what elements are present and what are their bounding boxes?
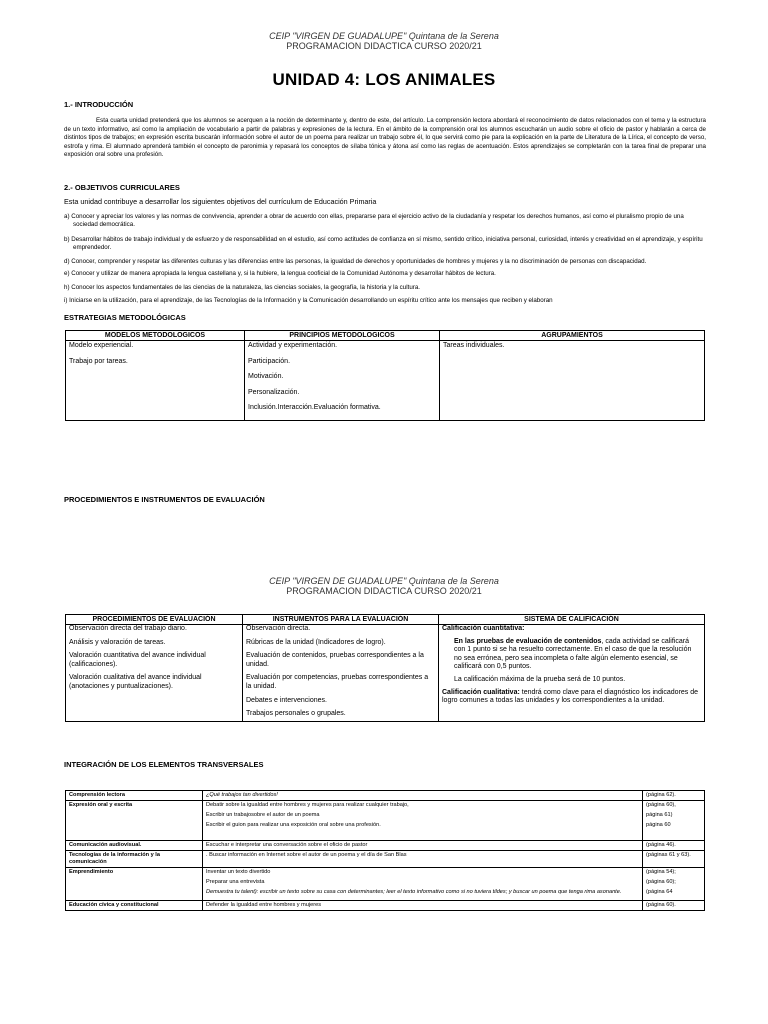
grading-quant-label: Calificación cuantitativa: <box>442 625 525 632</box>
school-name: CEIP "VIRGEN DE GUADALUPE" Quintana de la Serena <box>269 576 499 586</box>
list-item: Trabajo por tareas. <box>69 357 128 365</box>
program-name: PROGRAMACION DIDACTICA CURSO 2020/21 <box>286 41 482 51</box>
objective-item: a) Conocer y apreciar los valores y las normas de convivencia, aprender a obrar de acuerdo con ellas, prepararse para el ejercicio activo de la ciudadanía y respetar los derechos humanos, así como el pluralismo propio de una sociedad democrática. <box>64 213 684 228</box>
school-name: CEIP "VIRGEN DE GUADALUPE" Quintana de la Serena <box>269 31 499 41</box>
table-row <box>66 791 705 801</box>
list-item: Observación directa. <box>246 625 311 632</box>
column-header: PRINCIPIOS METODOLOGICOS <box>245 331 440 341</box>
transversal-table <box>65 790 705 911</box>
list-item: Evaluación por competencias, pruebas correspondientes a la unidad. <box>246 674 429 690</box>
table-row <box>66 341 705 421</box>
list-item: Valoración cuantitativa del avance individual (calificaciones). <box>69 652 206 668</box>
column-header: PROCEDIMIENTOS DE EVALUACIÓN <box>66 615 243 625</box>
column-header: AGRUPAMIENTOS <box>440 331 705 341</box>
list-item: Trabajos personales o grupales. <box>246 710 346 718</box>
row-key: Comunicación audiovisual. <box>66 841 203 851</box>
column-header: MODELOS METODOLOGICOS <box>66 331 245 341</box>
row-items: Defender la igualdad entre hombres y mujeres <box>203 901 643 911</box>
objective-item: i) Iniciarse en la utilización, para el aprendizaje, de las Tecnologías de la Información y la Comunicación desarrollando un espíritu crítico ante los mensajes que reciben y elaboran <box>64 297 553 304</box>
objective-item: b) Desarrollar hábitos de trabajo individual y de esfuerzo y de responsabilidad en el estudio, así como actitudes de confianza en sí mismo, sentido crítico, iniciativa personal, curiosidad, interés y creatividad en el aprendizaje, y espíritu emprendedor. <box>64 236 703 251</box>
row-pages: (página 62). <box>643 791 705 801</box>
objective-item: e) Conocer y utilizar de manera apropiada la lengua castellana y, si la hubiere, la lengua cooficial de la Comunidad Autónoma y desarrollar hábitos de lectura. <box>64 270 496 277</box>
list-item: Modelo experiencial. <box>69 342 134 349</box>
row-key: Expresión oral y escrita <box>66 801 203 841</box>
page-title: UNIDAD 4: LOS ANIMALES <box>272 70 496 89</box>
list-item: Valoración cualitativa del avance individual (anotaciones y puntualizaciones). <box>69 674 202 690</box>
groupings-cell <box>440 341 705 421</box>
table-row <box>66 801 705 841</box>
list-item: Debates e intervenciones. <box>246 696 327 704</box>
intro-text: Esta cuarta unidad pretenderá que los alumnos se acerquen a la noción de determinante y, dentro de este, del artículo. La comprensión lectora abordará el reconocimiento de datos relacionados con el tema y la estructura de un texto informativo, así como la ampliación de vocabulario a partir de palabras y expresiones de la lectura. En el ámbito de la comprensión oral los alumnos escucharán un audio sobre el oficio de pastor y hablarán a cerca de distintos tipos de trabajos; en expresión escrita buscarán información sobre el autor de un poema para realizar un trabajo sobre él, lo que servirá como pie para la explicación en la parte de Literatura de la Lírica, el concepto de verso, estrofa y rima. El alumnado aprenderá también el concepto de paronimia y repasará los conceptos de sílaba tónica y átona así como las reglas de acentuación. Estos aprendizajes se completarán con la tarea final de preparar una exposición oral sobre una profesión. <box>64 117 706 159</box>
intro-heading: 1.- INTRODUCCIÓN <box>64 100 134 109</box>
row-pages: (página 46). <box>643 841 705 851</box>
evaluation-heading: PROCEDIMIENTOS E INSTRUMENTOS DE EVALUACIÓN <box>64 495 265 504</box>
table-row <box>66 851 705 868</box>
table-row <box>66 841 705 851</box>
row-items: Escuchar e interpretar una conversación sobre el oficio de pastor <box>203 841 643 851</box>
objective-item: d) Conocer, comprender y respetar las diferentes culturas y las diferencias entre las personas, la igualdad de derechos y oportunidades de hombres y mujeres y la no discriminación de personas con discapacidad. <box>64 258 647 265</box>
list-item: Análisis y valoración de tareas. <box>69 638 166 646</box>
grading-quant: En las pruebas de evaluación de contenidos, cada actividad se calificará con 1 punto si se ha resuelto correctamente. En el caso de que la resolución no sea errónea, pero sea incompleta o falte algún elemento esencial, se calificará con 0,5 puntos. <box>454 637 692 671</box>
row-pages: (página 60), página 61) página 60 <box>643 801 705 841</box>
list-item: Inclusión.Interacción.Evaluación formativa. <box>248 404 381 411</box>
grading-cell <box>439 625 705 722</box>
list-item: Observación directa del trabajo diario. <box>69 625 187 632</box>
page-header <box>0 576 768 596</box>
program-name: PROGRAMACION DIDACTICA CURSO 2020/21 <box>286 586 482 596</box>
row-items: . Buscar información en Internet sobre el autor de un poema y el día de San Blas <box>203 851 643 868</box>
row-key: Tecnologías de la información y la comunicación <box>66 851 203 868</box>
evaluation-table <box>65 614 705 722</box>
list-item: Personalización. <box>248 388 300 396</box>
instruments-cell <box>243 625 439 722</box>
list-item: Motivación. <box>248 373 284 380</box>
row-pages: (página 60). <box>643 901 705 911</box>
table-header-row <box>66 615 705 625</box>
strategies-heading: ESTRATEGIAS METODOLÓGICAS <box>64 313 186 322</box>
list-item: Evaluación de contenidos, pruebas correspondientes a la unidad. <box>246 652 424 668</box>
objectives-heading: 2.- OBJETIVOS CURRICULARES <box>64 183 180 192</box>
page-header <box>0 31 768 51</box>
list-item: Actividad y experimentación. <box>248 342 338 349</box>
row-items: ¿Qué trabajos tan divertidos! <box>203 791 643 801</box>
table-row <box>66 901 705 911</box>
list-item: Participación. <box>248 357 291 365</box>
row-items: Debatir sobre la igualdad entre hombres y mujeres para realizar cualquier trabajo, Escribir un trabajosobre el autor de un poema Escribir el guion para realizar una exposición oral sobre una profesión. <box>203 801 643 841</box>
grading-qual: Calificación cualitativa: tendrá como clave para el diagnóstico los indicadores de logro comunes a todas las unidades y los correspondientes a la unidad. <box>442 688 699 705</box>
row-key: Educación cívica y constitucional <box>66 901 203 911</box>
objectives-lead: Esta unidad contribuye a desarrollar los siguientes objetivos del currículum de Educación Primaria <box>64 197 377 206</box>
models-cell <box>66 341 245 421</box>
procedures-cell <box>66 625 243 722</box>
column-header: INSTRUMENTOS PARA LA EVALUACIÓN <box>243 615 439 625</box>
table-row <box>66 868 705 901</box>
table-header-row <box>66 331 705 341</box>
column-header: SISTEMA DE CALIFICACIÓN <box>439 615 705 625</box>
row-key: Comprensión lectora <box>66 791 203 801</box>
list-item: Tareas individuales. <box>443 342 505 349</box>
row-pages: (página 54); (página 60); (página 64 <box>643 868 705 901</box>
transversal-heading: INTEGRACIÓN DE LOS ELEMENTOS TRANSVERSALES <box>64 760 264 769</box>
list-item: Rúbricas de la unidad (Indicadores de logro). <box>246 638 386 646</box>
strategies-table <box>65 330 705 421</box>
row-items: Inventar un texto divertido Preparar una entrevista Demuestra tu talent): escribir un texto sobre su casa con determinantes; leer el texto informativo como si no tuviera tildes; y buscar un poema que tenga rima asonante. <box>203 868 643 901</box>
grading-max: La calificación máxima de la prueba será de 10 puntos. <box>454 675 626 683</box>
objective-item: h) Conocer los aspectos fundamentales de las ciencias de la naturaleza, las ciencias sociales, la geografía, la historia y la cultura. <box>64 284 420 291</box>
row-pages: (páginas 61 y 63). <box>643 851 705 868</box>
row-key: Emprendimiento <box>66 868 203 901</box>
table-row <box>66 625 705 722</box>
principles-cell <box>245 341 440 421</box>
